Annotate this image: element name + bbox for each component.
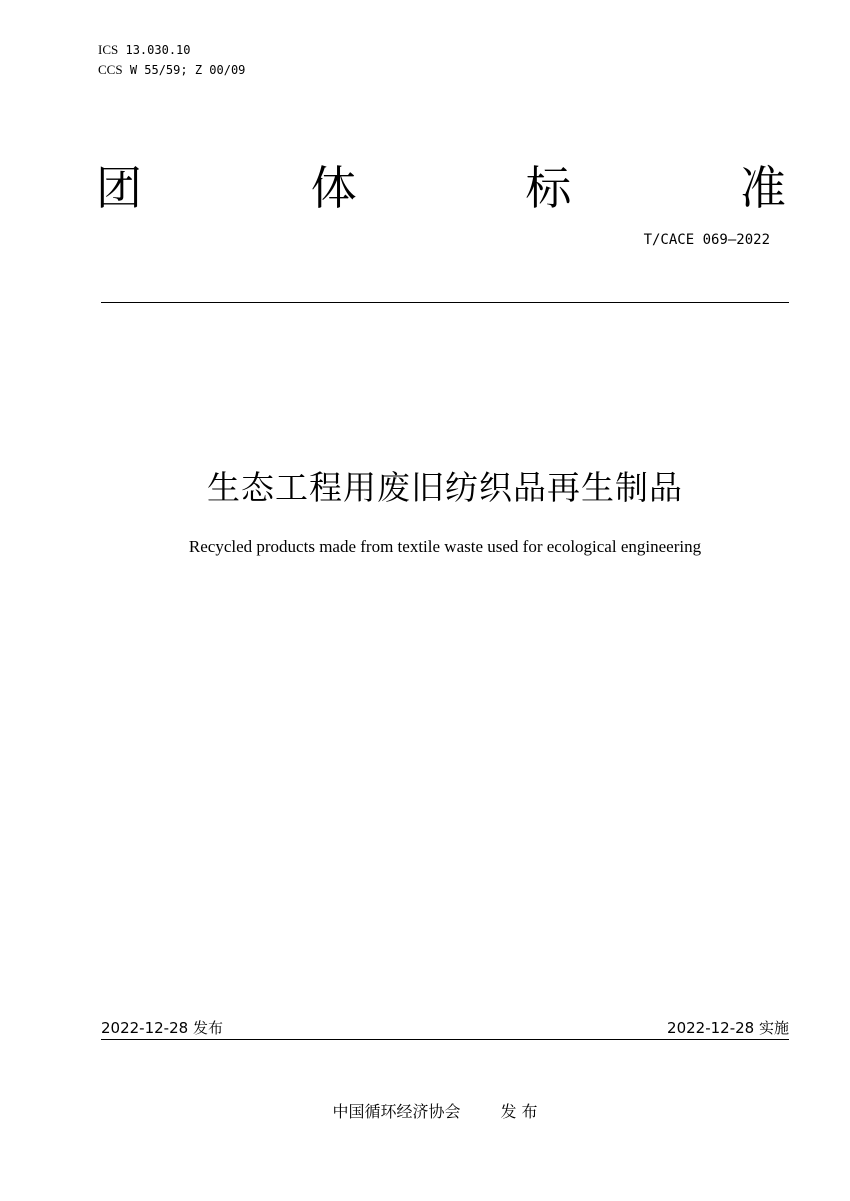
ccs-label: CCS [98, 62, 123, 77]
implementation-date: 2022-12-28 实施 [667, 1019, 789, 1037]
standard-type-char: 体 [310, 161, 357, 215]
ics-label: ICS [98, 42, 119, 57]
title-chinese: 生态工程用废旧纺织品再生制品 [207, 468, 683, 507]
standard-type-heading [96, 150, 786, 220]
ccs-line [98, 60, 245, 80]
publisher-name: 中国循环经济协会 [332, 1102, 461, 1121]
standard-type-char: 标 [525, 161, 572, 215]
title-english: Recycled products made from textile waste used for ecological engineering [188, 537, 702, 556]
standard-type-char: 准 [739, 161, 786, 215]
classification-codes [98, 40, 245, 80]
publisher-line [0, 1099, 850, 1122]
ccs-value: W 55/59; Z 00/09 [129, 63, 246, 77]
issue-date: 2022-12-28 发布 [101, 1019, 223, 1037]
ics-line [98, 40, 245, 60]
publisher-action: 发 布 [500, 1102, 538, 1121]
standard-number: T/CACE 069—2022 [643, 232, 770, 248]
standard-type-char: 团 [96, 161, 142, 215]
ics-value: 13.030.10 [125, 43, 191, 57]
bottom-divider [101, 1039, 789, 1040]
top-divider [101, 302, 789, 303]
